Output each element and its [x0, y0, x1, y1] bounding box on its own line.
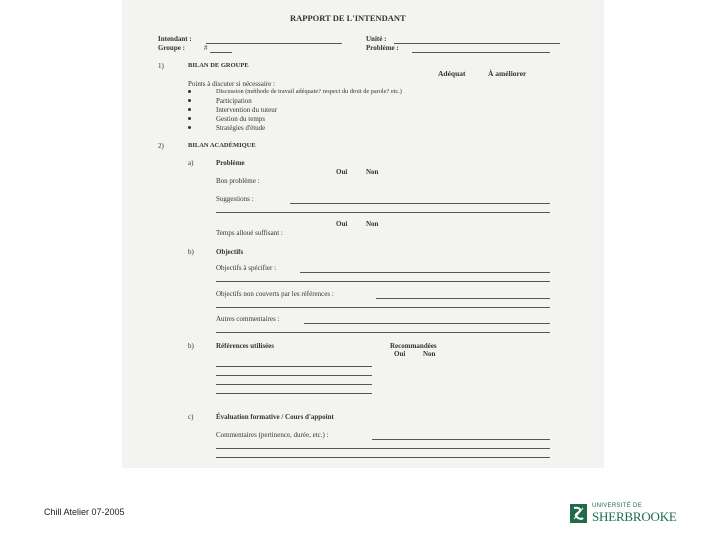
- document-title: RAPPORT DE L'INTENDANT: [290, 13, 406, 23]
- commentaires-label: Commentaires (pertinence, durée, etc.) :: [216, 431, 329, 439]
- suggestions-line-2: [216, 212, 550, 213]
- bon-probleme-label: Bon problème :: [216, 177, 260, 185]
- c-letter: c): [188, 413, 194, 421]
- item-strategies: Stratégies d'étude: [216, 124, 266, 132]
- groupe-line: [210, 52, 232, 53]
- a-non: Non: [366, 168, 379, 176]
- autres-line-2: [216, 332, 550, 333]
- item-discussion: Discussion (méthode de travail adéquate? respect du droit de parole? etc.): [216, 88, 402, 95]
- intendant-label: Intendant :: [158, 35, 192, 43]
- c-title: Évaluation formative / Cours d'appoint: [216, 413, 334, 421]
- reference-line: [216, 375, 372, 376]
- groupe-value: #: [204, 44, 208, 52]
- b-letter: b): [188, 248, 194, 256]
- autres-commentaires-label: Autres commentaires :: [216, 315, 280, 323]
- groupe-label: Groupe :: [158, 44, 185, 52]
- logo-bottom-text: SHERBROOKE: [592, 509, 677, 524]
- section2-title: BILAN ACADÉMIQUE: [188, 142, 256, 149]
- suggestions-label: Suggestions :: [216, 195, 254, 203]
- commentaires-line-2: [216, 448, 550, 449]
- item-gestion: Gestion du temps: [216, 115, 265, 123]
- b2-non: Non: [423, 350, 436, 358]
- objectifs-specifier-line: [300, 272, 550, 273]
- b2-letter: b): [188, 342, 194, 350]
- university-logo: [570, 500, 677, 526]
- objectifs-specifier-line-2: [216, 281, 550, 282]
- commentaires-line: [372, 439, 550, 440]
- b-title: Objectifs: [216, 248, 244, 256]
- autres-line: [304, 323, 550, 324]
- suggestions-line: [290, 203, 550, 204]
- section1-number: 1): [158, 62, 164, 70]
- logo-top-text: UNIVERSITÉ DE: [592, 503, 642, 509]
- points-label: Points à discuter si nécessaire :: [188, 80, 275, 88]
- a-oui: Oui: [336, 168, 348, 176]
- bullet-icon: [188, 99, 191, 102]
- col-adequat: Adéquat: [438, 69, 466, 78]
- probleme-line: [412, 52, 550, 53]
- scanned-document: [122, 0, 604, 468]
- bullet-icon: [188, 108, 191, 111]
- a-non-2: Non: [366, 220, 379, 228]
- probleme-label: Problème :: [366, 44, 399, 52]
- temps-alloue-label: Temps alloué suffisant :: [216, 229, 283, 237]
- reference-line: [216, 384, 372, 385]
- bullet-icon: [188, 126, 191, 129]
- non-couverts-line: [376, 298, 550, 299]
- a-oui-2: Oui: [336, 220, 348, 228]
- non-couverts-line-2: [216, 307, 550, 308]
- recommandees-label: Recommandées: [390, 342, 437, 350]
- col-ameliorer: À améliorer: [488, 69, 527, 78]
- reference-line: [216, 366, 372, 367]
- section1-title: BILAN DE GROUPE: [188, 62, 249, 69]
- objectifs-non-couverts-label: Objectifs non couverts par les références :: [216, 290, 334, 298]
- item-tuteur: Intervention du tuteur: [216, 106, 278, 114]
- bullet-icon: [188, 117, 191, 120]
- footer-text: Chill Atelier 07-2005: [44, 507, 125, 517]
- commentaires-line-3: [216, 457, 550, 458]
- intendant-line: [206, 43, 342, 44]
- a-title: Problème: [216, 159, 245, 167]
- item-participation: Participation: [216, 97, 252, 105]
- b2-oui: Oui: [394, 350, 406, 358]
- reference-line: [216, 393, 372, 394]
- unite-line: [394, 43, 560, 44]
- unite-label: Unité :: [366, 35, 387, 43]
- section2-number: 2): [158, 142, 164, 150]
- objectifs-specifier-label: Objectifs à spécifier :: [216, 264, 277, 272]
- bullet-icon: [188, 90, 191, 93]
- a-letter: a): [188, 159, 194, 167]
- b2-title: Références utilisées: [216, 342, 274, 350]
- university-crest-icon: [570, 504, 587, 523]
